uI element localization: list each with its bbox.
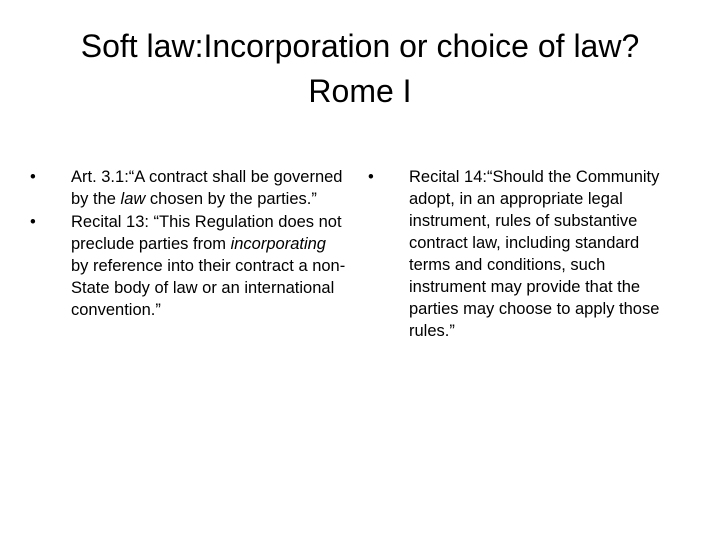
- item-text: Recital 14:“Should the Community adopt, in an appropriate legal instrument, rules of substantive contract law, including standard terms and conditions, such instrument may provide that the parties may choose to apply those rules.”: [409, 168, 660, 340]
- right-bullet-list: [366, 166, 684, 342]
- item-text-emphasis: incorporating: [230, 235, 326, 253]
- item-text-before: Recital 13: “This Regulation does not preclude parties from: [71, 213, 342, 253]
- left-bullet-list: [28, 166, 346, 321]
- item-text-after: by reference into their contract a non-State body of law or an international convention.”: [71, 257, 346, 319]
- left-column: [28, 166, 346, 322]
- title-line-2: Rome I: [308, 73, 412, 109]
- bullet-item-recital-14: [366, 166, 684, 342]
- bullet-item-recital-13: [28, 211, 346, 321]
- title-line-1: Soft law:Incorporation or choice of law?: [80, 28, 640, 64]
- item-text-before: Art. 3.1:“A contract shall be governed by the: [71, 168, 343, 208]
- bullet-icon: •: [30, 168, 36, 186]
- right-column: [366, 166, 684, 343]
- bullet-icon: •: [30, 213, 36, 231]
- item-text-emphasis: law: [120, 190, 146, 208]
- bullet-icon: •: [368, 168, 374, 186]
- slide-title: [30, 24, 690, 114]
- bullet-item-art-3-1: [28, 166, 346, 210]
- item-text-after: chosen by the parties.”: [145, 190, 317, 208]
